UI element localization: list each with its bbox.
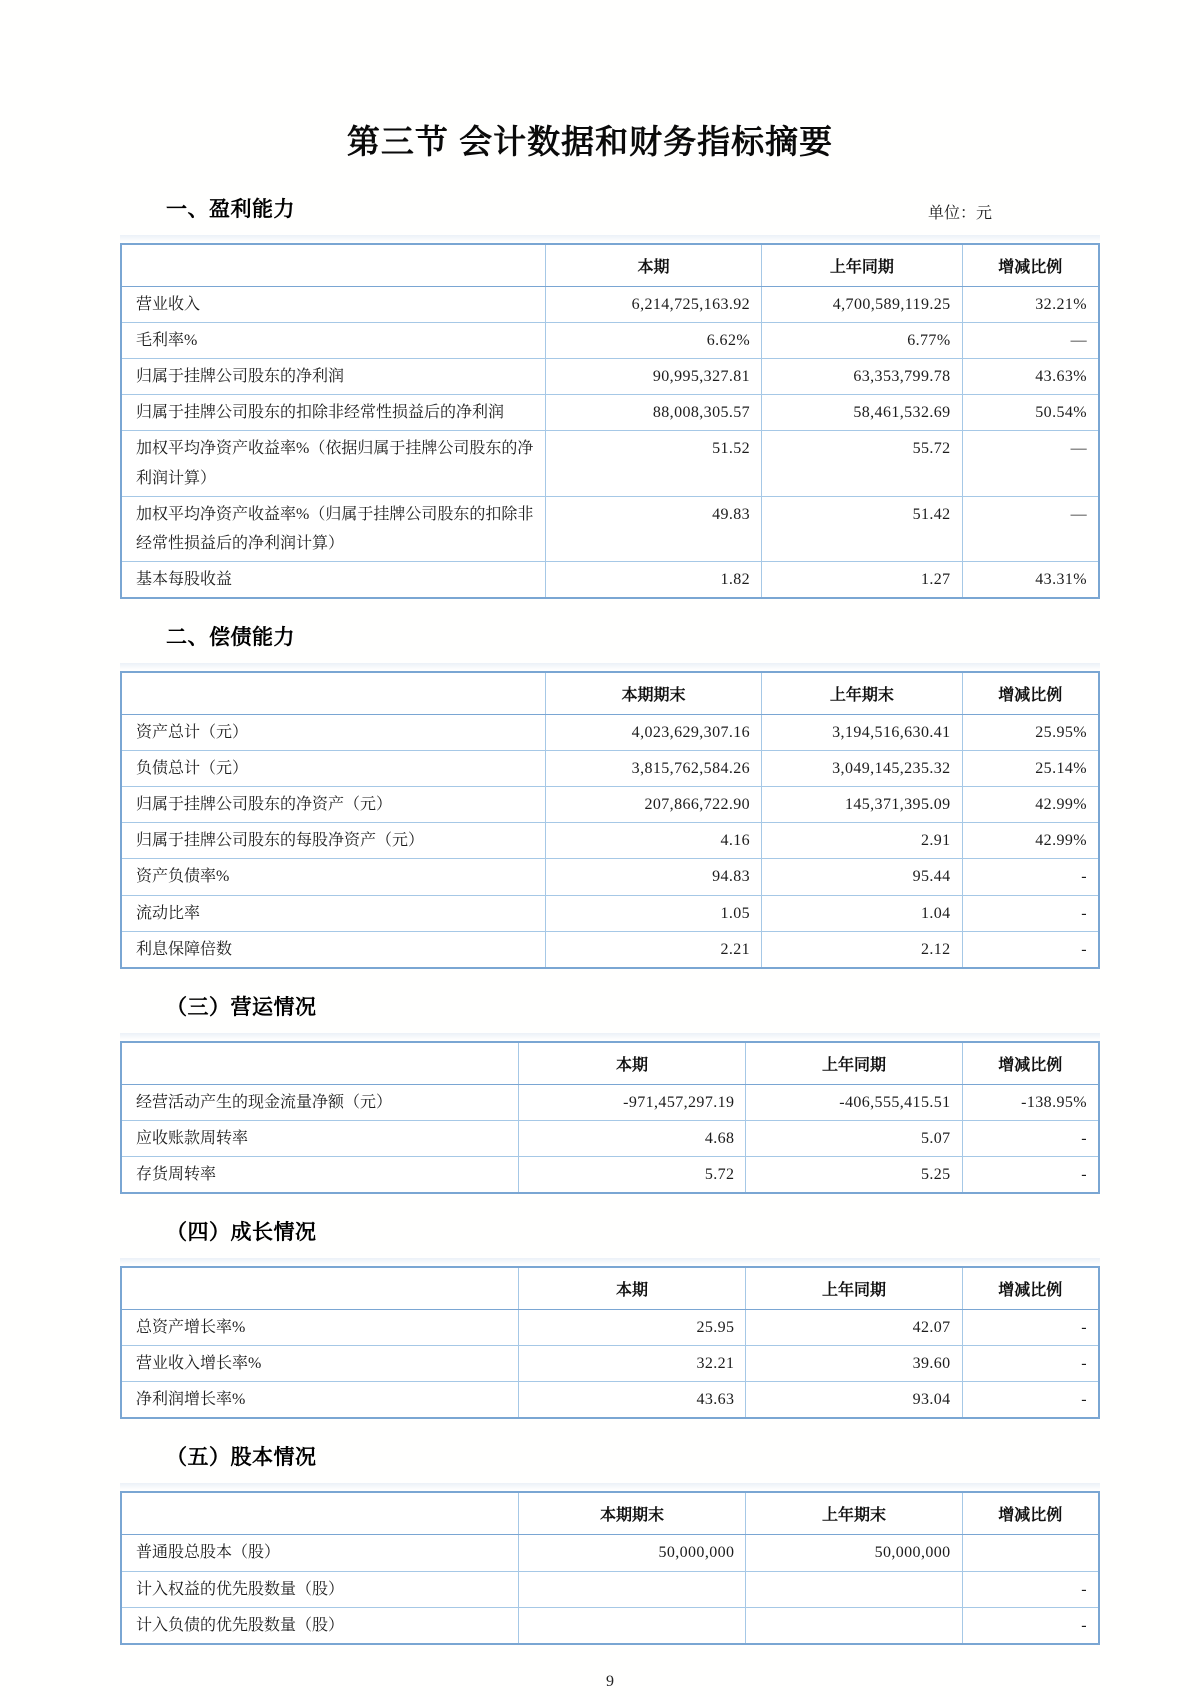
column-header: 增减比例: [962, 1492, 1099, 1535]
value-cell: 2.21: [545, 931, 761, 968]
sections-container: [120, 193, 1100, 1645]
row-label-cell: 资产总计（元）: [121, 714, 545, 750]
row-label-cell: 归属于挂牌公司股东的扣除非经常性损益后的净利润: [121, 395, 545, 431]
table-row: [121, 787, 1099, 823]
value-cell: -: [962, 1607, 1099, 1644]
row-label-cell: 加权平均净资产收益率%（依据归属于挂牌公司股东的净利润计算）: [121, 431, 545, 496]
corner-cell: [121, 1042, 518, 1085]
value-cell: -: [962, 1571, 1099, 1607]
value-cell: 42.99%: [962, 823, 1099, 859]
value-cell: 49.83: [545, 496, 761, 561]
table-row: [121, 561, 1099, 598]
row-label-cell: 净利润增长率%: [121, 1382, 518, 1419]
financial-table: [120, 1491, 1100, 1644]
value-cell: 207,866,722.90: [545, 787, 761, 823]
table-row: [121, 859, 1099, 895]
column-header: 本期: [545, 244, 761, 287]
column-header: 本期期末: [518, 1492, 746, 1535]
section-heading: （五）股本情况: [166, 1446, 317, 1470]
value-cell: 93.04: [746, 1382, 962, 1419]
section-heading: 一、盈利能力: [166, 198, 295, 221]
row-label-cell: 毛利率%: [121, 323, 545, 359]
table-row: [121, 823, 1099, 859]
page-number: 9: [606, 1672, 614, 1690]
column-header: 上年期末: [746, 1492, 962, 1535]
report-section-2: [120, 621, 1100, 969]
value-cell: 58,461,532.69: [762, 395, 962, 431]
value-cell: [746, 1571, 962, 1607]
column-header: 上年期末: [762, 672, 962, 715]
row-label-cell: 资产负债率%: [121, 859, 545, 895]
row-label-cell: 计入权益的优先股数量（股）: [121, 1571, 518, 1607]
value-cell: [746, 1607, 962, 1644]
table-header-row: [121, 1492, 1099, 1535]
value-cell: 55.72: [762, 431, 962, 496]
row-label-cell: 流动比率: [121, 895, 545, 931]
table-row: [121, 1535, 1099, 1571]
value-cell: -971,457,297.19: [518, 1084, 746, 1120]
value-cell: 51.52: [545, 431, 761, 496]
table-row: [121, 1310, 1099, 1346]
financial-table: [120, 1041, 1100, 1194]
corner-cell: [121, 1492, 518, 1535]
financial-table: [120, 671, 1100, 969]
value-cell: 43.63%: [962, 359, 1099, 395]
value-cell: -: [962, 1156, 1099, 1193]
value-cell: 43.63: [518, 1382, 746, 1419]
value-cell: 4,023,629,307.16: [545, 714, 761, 750]
scan-shadow-band: [120, 1033, 1100, 1040]
value-cell: 88,008,305.57: [545, 395, 761, 431]
value-cell: 90,995,327.81: [545, 359, 761, 395]
section-heading: 二、偿债能力: [166, 625, 295, 649]
value-cell: 50.54%: [962, 395, 1099, 431]
value-cell: -: [962, 895, 1099, 931]
section-heading: （三）营运情况: [166, 995, 317, 1019]
value-cell: -: [962, 859, 1099, 895]
row-label-cell: 营业收入增长率%: [121, 1346, 518, 1382]
value-cell: -: [962, 931, 1099, 968]
scan-shadow-band: [120, 1258, 1100, 1265]
value-cell: 43.31%: [962, 561, 1099, 598]
table-row: [121, 431, 1099, 496]
row-label-cell: 归属于挂牌公司股东的净资产（元）: [121, 787, 545, 823]
corner-cell: [121, 672, 545, 715]
section-heading: （四）成长情况: [166, 1221, 317, 1245]
row-label-cell: 负债总计（元）: [121, 751, 545, 787]
column-header: 增减比例: [962, 244, 1099, 287]
column-header: 本期期末: [545, 672, 761, 715]
value-cell: 4.16: [545, 823, 761, 859]
table-row: [121, 1382, 1099, 1419]
column-header: 本期: [518, 1042, 746, 1085]
table-header-row: [121, 1267, 1099, 1310]
value-cell: -138.95%: [962, 1084, 1099, 1120]
value-cell: —: [962, 323, 1099, 359]
value-cell: 42.07: [746, 1310, 962, 1346]
value-cell: 32.21%: [962, 287, 1099, 323]
value-cell: -: [962, 1120, 1099, 1156]
value-cell: 5.25: [746, 1156, 962, 1193]
value-cell: 3,815,762,584.26: [545, 751, 761, 787]
value-cell: 25.95%: [962, 714, 1099, 750]
scan-shadow-band: [120, 1483, 1100, 1490]
table-row: [121, 895, 1099, 931]
financial-table: [120, 243, 1100, 599]
scan-shadow-band: [120, 663, 1100, 670]
value-cell: 5.72: [518, 1156, 746, 1193]
row-label-cell: 利息保障倍数: [121, 931, 545, 968]
table-row: [121, 287, 1099, 323]
report-section-1: [120, 193, 1100, 599]
value-cell: -: [962, 1382, 1099, 1419]
value-cell: 95.44: [762, 859, 962, 895]
row-label-cell: 普通股总股本（股）: [121, 1535, 518, 1571]
table-header-row: [121, 1042, 1099, 1085]
table-row: [121, 1607, 1099, 1644]
value-cell: -: [962, 1310, 1099, 1346]
row-label-cell: 存货周转率: [121, 1156, 518, 1193]
value-cell: —: [962, 431, 1099, 496]
table-row: [121, 323, 1099, 359]
value-cell: -: [962, 1346, 1099, 1382]
column-header: 增减比例: [962, 1042, 1099, 1085]
value-cell: 6.62%: [545, 323, 761, 359]
page-title: 第三节 会计数据和财务指标摘要: [346, 123, 834, 160]
table-row: [121, 1156, 1099, 1193]
value-cell: 5.07: [746, 1120, 962, 1156]
value-cell: 94.83: [545, 859, 761, 895]
table-row: [121, 1120, 1099, 1156]
table-header-row: [121, 244, 1099, 287]
row-label-cell: 经营活动产生的现金流量净额（元）: [121, 1084, 518, 1120]
value-cell: 1.27: [762, 561, 962, 598]
value-cell: 25.14%: [962, 751, 1099, 787]
row-label-cell: 应收账款周转率: [121, 1120, 518, 1156]
row-label-cell: 加权平均净资产收益率%（归属于挂牌公司股东的扣除非经常性损益后的净利润计算）: [121, 496, 545, 561]
value-cell: 25.95: [518, 1310, 746, 1346]
value-cell: 51.42: [762, 496, 962, 561]
table-row: [121, 359, 1099, 395]
value-cell: 3,049,145,235.32: [762, 751, 962, 787]
row-label-cell: 基本每股收益: [121, 561, 545, 598]
table-row: [121, 395, 1099, 431]
corner-cell: [121, 1267, 518, 1310]
table-row: [121, 1346, 1099, 1382]
value-cell: 4,700,589,119.25: [762, 287, 962, 323]
value-cell: 32.21: [518, 1346, 746, 1382]
value-cell: 1.04: [762, 895, 962, 931]
section-head: [120, 621, 1100, 651]
report-section-4: [120, 1216, 1100, 1419]
row-label-cell: 总资产增长率%: [121, 1310, 518, 1346]
section-head: [120, 1441, 1100, 1471]
column-header: 上年同期: [746, 1042, 962, 1085]
column-header: 上年同期: [762, 244, 962, 287]
value-cell: 42.99%: [962, 787, 1099, 823]
value-cell: [518, 1607, 746, 1644]
column-header: 上年同期: [746, 1267, 962, 1310]
financial-table: [120, 1266, 1100, 1419]
column-header: 增减比例: [962, 1267, 1099, 1310]
row-label-cell: 计入负债的优先股数量（股）: [121, 1607, 518, 1644]
section-head: [120, 193, 1100, 223]
value-cell: 3,194,516,630.41: [762, 714, 962, 750]
section-head: [120, 1216, 1100, 1246]
value-cell: 145,371,395.09: [762, 787, 962, 823]
table-row: [121, 1571, 1099, 1607]
value-cell: [962, 1535, 1099, 1571]
table-row: [121, 1084, 1099, 1120]
value-cell: 6,214,725,163.92: [545, 287, 761, 323]
value-cell: 1.82: [545, 561, 761, 598]
table-header-row: [121, 672, 1099, 715]
section-head: [120, 991, 1100, 1021]
value-cell: 39.60: [746, 1346, 962, 1382]
value-cell: 6.77%: [762, 323, 962, 359]
value-cell: 2.12: [762, 931, 962, 968]
report-section-3: [120, 991, 1100, 1194]
row-label-cell: 归属于挂牌公司股东的每股净资产（元）: [121, 823, 545, 859]
corner-cell: [121, 244, 545, 287]
table-row: [121, 714, 1099, 750]
unit-label: 单位：元: [927, 205, 992, 222]
table-row: [121, 931, 1099, 968]
column-header: 本期: [518, 1267, 746, 1310]
value-cell: 50,000,000: [746, 1535, 962, 1571]
value-cell: [518, 1571, 746, 1607]
column-header: 增减比例: [962, 672, 1099, 715]
table-row: [121, 496, 1099, 561]
value-cell: 50,000,000: [518, 1535, 746, 1571]
row-label-cell: 营业收入: [121, 287, 545, 323]
value-cell: -406,555,415.51: [746, 1084, 962, 1120]
value-cell: 2.91: [762, 823, 962, 859]
table-row: [121, 751, 1099, 787]
report-section-5: [120, 1441, 1100, 1644]
scan-shadow-band: [120, 235, 1100, 242]
value-cell: 4.68: [518, 1120, 746, 1156]
row-label-cell: 归属于挂牌公司股东的净利润: [121, 359, 545, 395]
value-cell: 63,353,799.78: [762, 359, 962, 395]
value-cell: 1.05: [545, 895, 761, 931]
value-cell: —: [962, 496, 1099, 561]
